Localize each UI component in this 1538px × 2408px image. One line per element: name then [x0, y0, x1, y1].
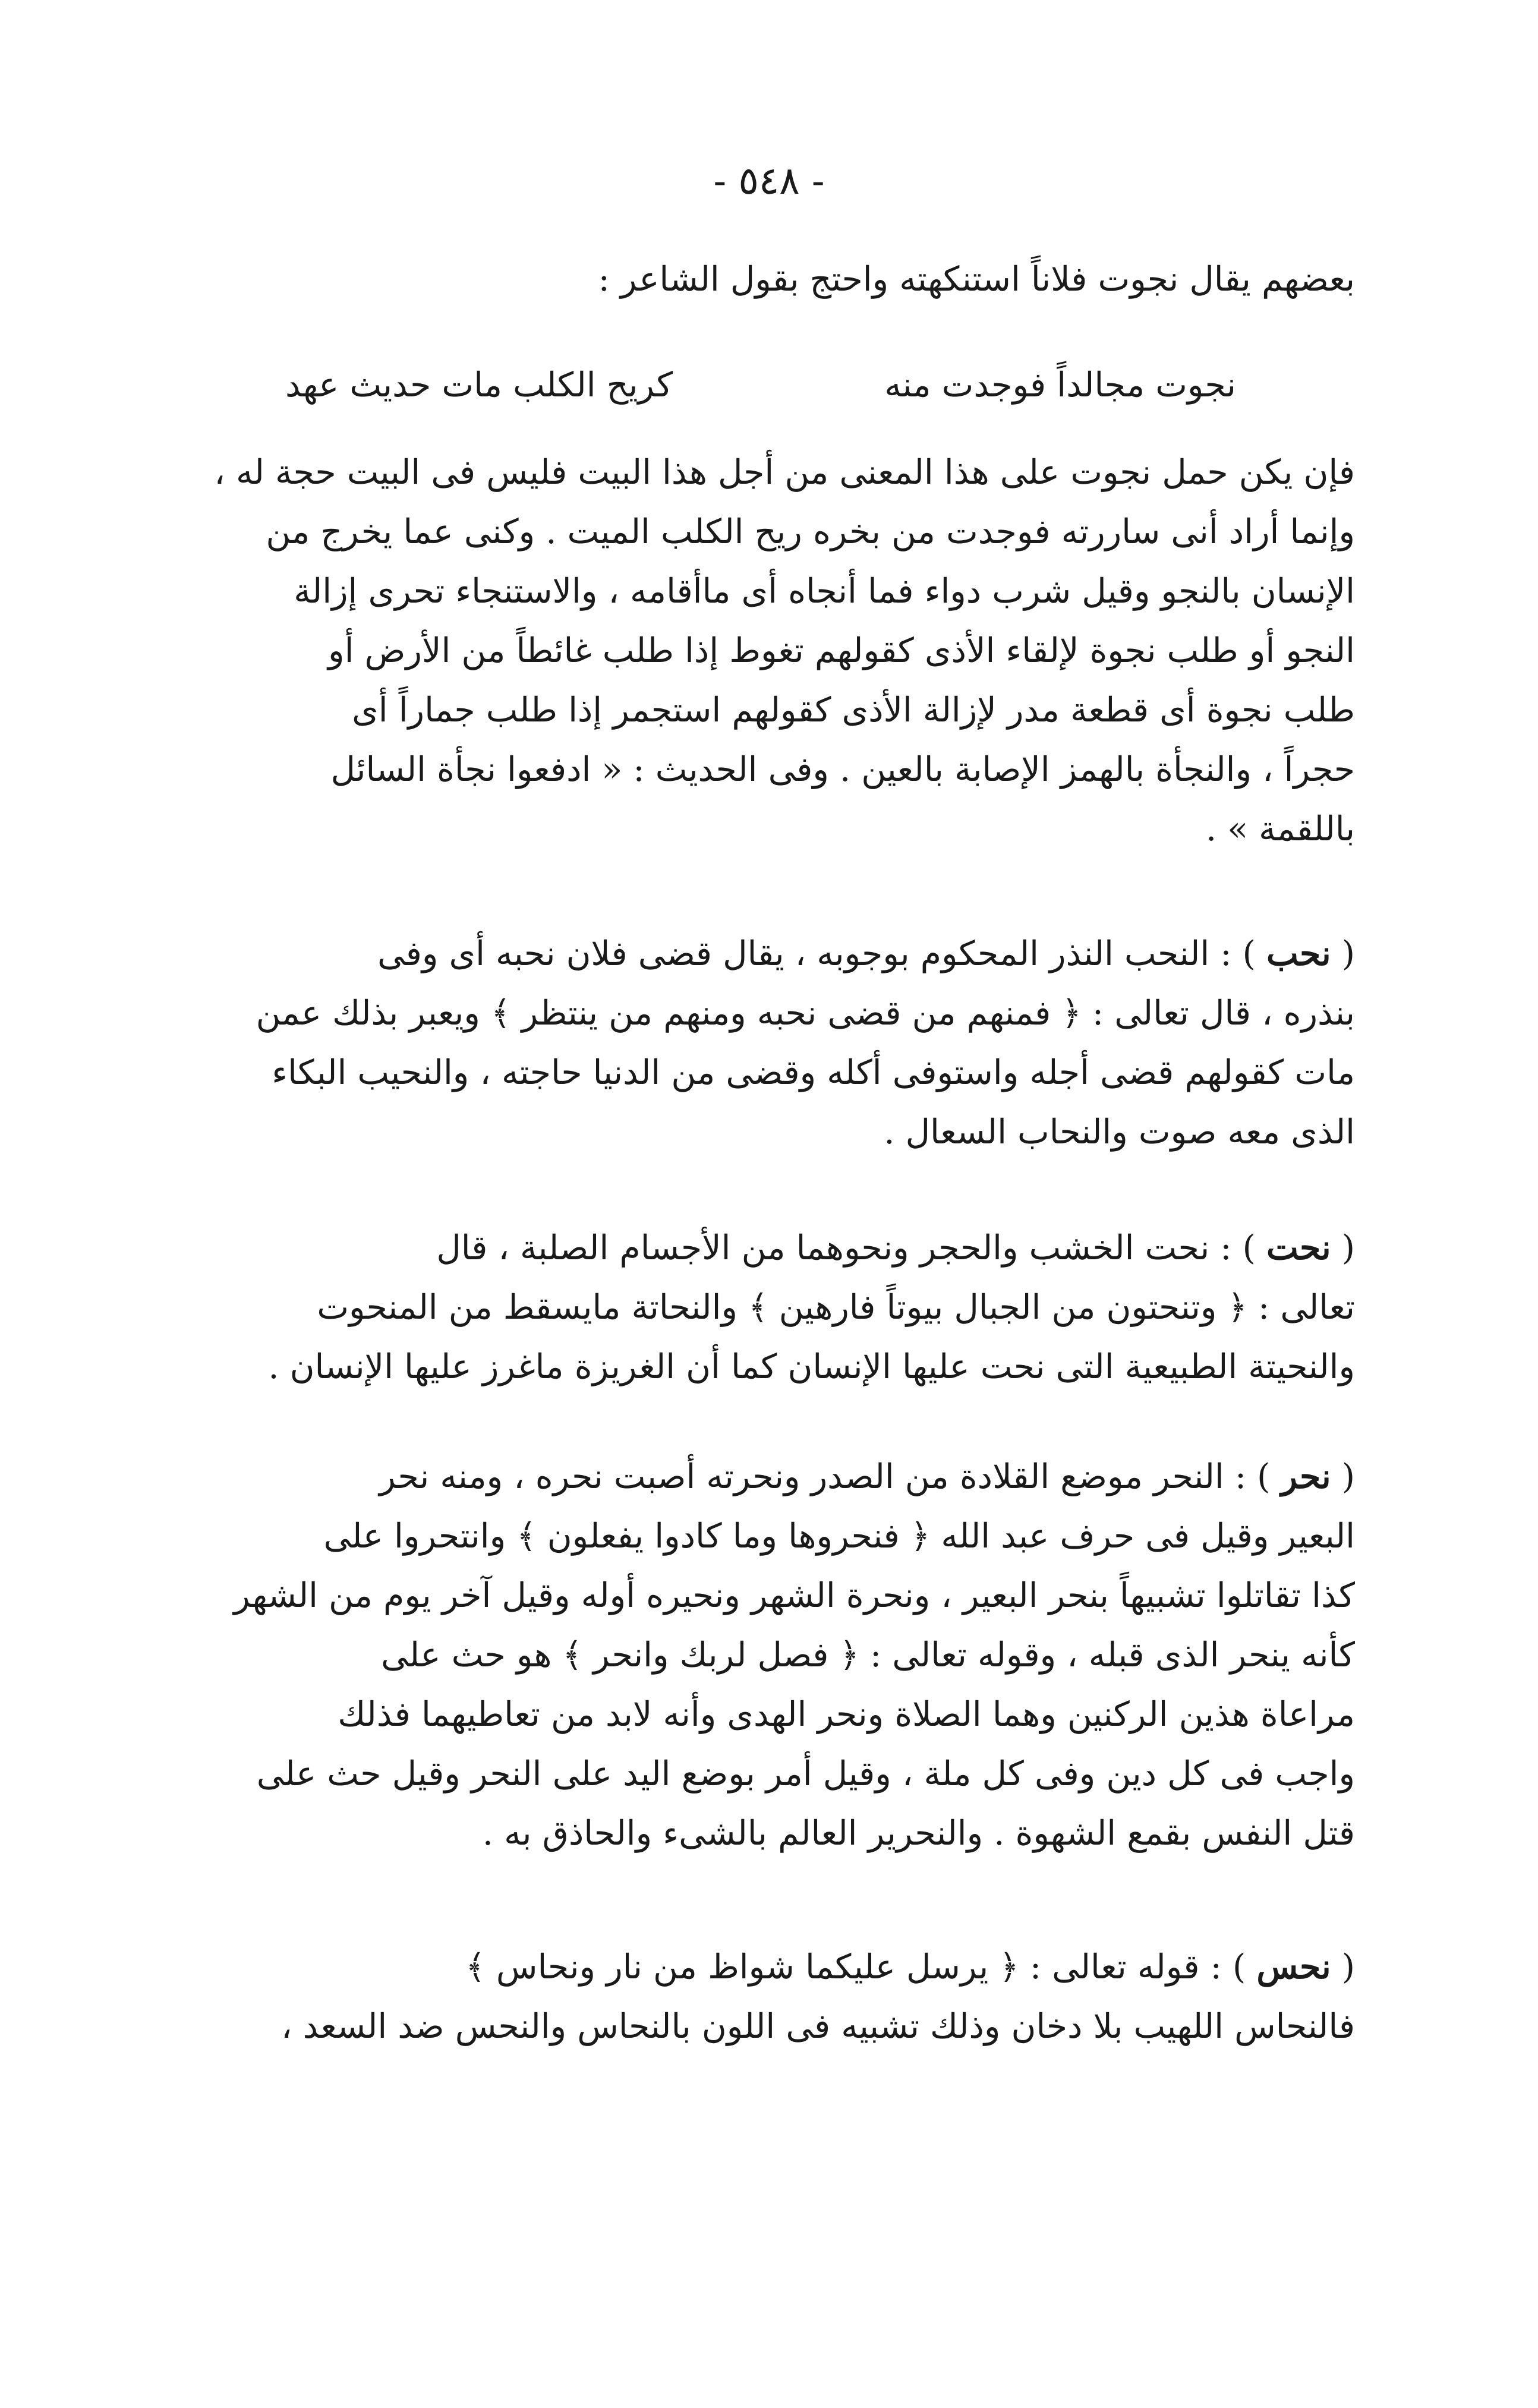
entry-headword: نحر [1281, 1457, 1331, 1496]
text-line: الإنسان بالنجو وقيل شرب دواء فما أنجاه أى ماأقامه ، والاستنجاء تحرى إزالة [294, 572, 1355, 611]
text-line: باللقمة » . [1205, 809, 1355, 849]
text-line: كذا تقاتلوا تشبيهاً بنحر البعير ، ونحرة الشهر ونحيره أوله وقيل آخر يوم من الشهر [234, 1576, 1355, 1615]
entry-headword: نحب [1266, 934, 1331, 973]
text-line: بنذره ، قال تعالى : ﴿ فمنهم من قضى نحبه ومنهم من ينتظر ﴾ ويعبر بذلك عمن [256, 994, 1355, 1033]
entry-headword: نحت [1266, 1228, 1331, 1268]
entry-nahs [196, 1937, 1355, 2056]
text-line: طلب نجوة أى قطعة مدر لإزالة الأذى كقولهم استجمر إذا طلب جماراً أى [352, 691, 1355, 730]
text-line: النجو أو طلب نجوة لإلقاء الأذى كقولهم تغوط إذا طلب غائطاً من الأرض أو [328, 631, 1355, 670]
intro-line [196, 250, 1355, 309]
text-line: حجراً ، والنجأة بالهمز الإصابة بالعين . وفى الحديث : « ادفعوا نجأة السائل [330, 750, 1355, 789]
poetry-verse [196, 355, 1355, 421]
text-line: قتل النفس بقمع الشهوة . والنحرير العالم بالشىء والحاذق به . [482, 1814, 1355, 1853]
text-line: مراعاة هذين الركنين وهما الصلاة ونحر الهدى وأنه لابد من تعاطيهما فذلك [338, 1695, 1355, 1734]
verse-second-hemistich: كريح الكلب مات حديث عهد [285, 365, 673, 405]
entry-nahr [196, 1447, 1355, 1863]
text-line: مات كقولهم قضى أجله واستوفى أكله وقضى من الدنيا حاجته ، والنحيب البكاء [272, 1053, 1355, 1092]
text-line: البعير وقيل فى حرف عبد الله ﴿ فنحروها وما كادوا يفعلون ﴾ وانتحروا على [323, 1517, 1355, 1556]
text-line: تعالى : ﴿ وتنحتون من الجبال بيوتاً فارهين ﴾ والنحاتة مايسقط من المنحوت [317, 1288, 1355, 1327]
entry-first-line: ( نحت ) : نحت الخشب والحجر ونحوهما من الأجسام الصلبة ، قال [436, 1228, 1355, 1268]
paragraph-najw [196, 443, 1355, 859]
entry-first-line: ( نحس ) : قوله تعالى : ﴿ يرسل عليكما شواظ من نار ونحاس ﴾ [465, 1947, 1355, 1987]
entry-naht [196, 1218, 1355, 1397]
page-number: - ٥٤٨ - [713, 159, 825, 203]
text-line: الذى معه صوت والنحاب السعال . [884, 1112, 1355, 1152]
verse-first-hemistich: نجوت مجالداً فوجدت منه [884, 365, 1236, 405]
text-line: والنحيتة الطبيعية التى نحت عليها الإنسان كما أن الغريزة ماغرز عليها الإنسان . [268, 1347, 1355, 1386]
text-line: كأنه ينحر الذى قبله ، وقوله تعالى : ﴿ فصل لربك وانحر ﴾ هو حث على [381, 1635, 1355, 1675]
text-line: فالنحاس اللهيب بلا دخان وذلك تشبيه فى اللون بالنحاس والنحس ضد السعد ، [281, 2007, 1355, 2046]
text-line: وإنما أراد أنى ساررته فوجدت من بخره ريح الكلب الميت . وكنى عما يخرج من [266, 512, 1355, 551]
text-line: فإن يكن حمل نجوت على هذا المعنى من أجل هذا البيت فليس فى البيت حجة له ، [214, 453, 1355, 492]
text-line: واجب فى كل دين وفى كل ملة ، وقيل أمر بوضع اليد على النحر وقيل حث على [256, 1754, 1355, 1794]
entry-nahb [196, 924, 1355, 1162]
entry-headword: نحس [1256, 1947, 1331, 1987]
text-line: بعضهم يقال نجوت فلاناً استنكهته واحتج بقول الشاعر : [598, 260, 1355, 299]
entry-first-line: ( نحب ) : النحب النذر المحكوم بوجوبه ، يقال قضى فلان نحبه أى وفى [377, 934, 1355, 973]
entry-first-line: ( نحر ) : النحر موضع القلادة من الصدر ونحرته أصبت نحره ، ومنه نحر [379, 1457, 1355, 1496]
